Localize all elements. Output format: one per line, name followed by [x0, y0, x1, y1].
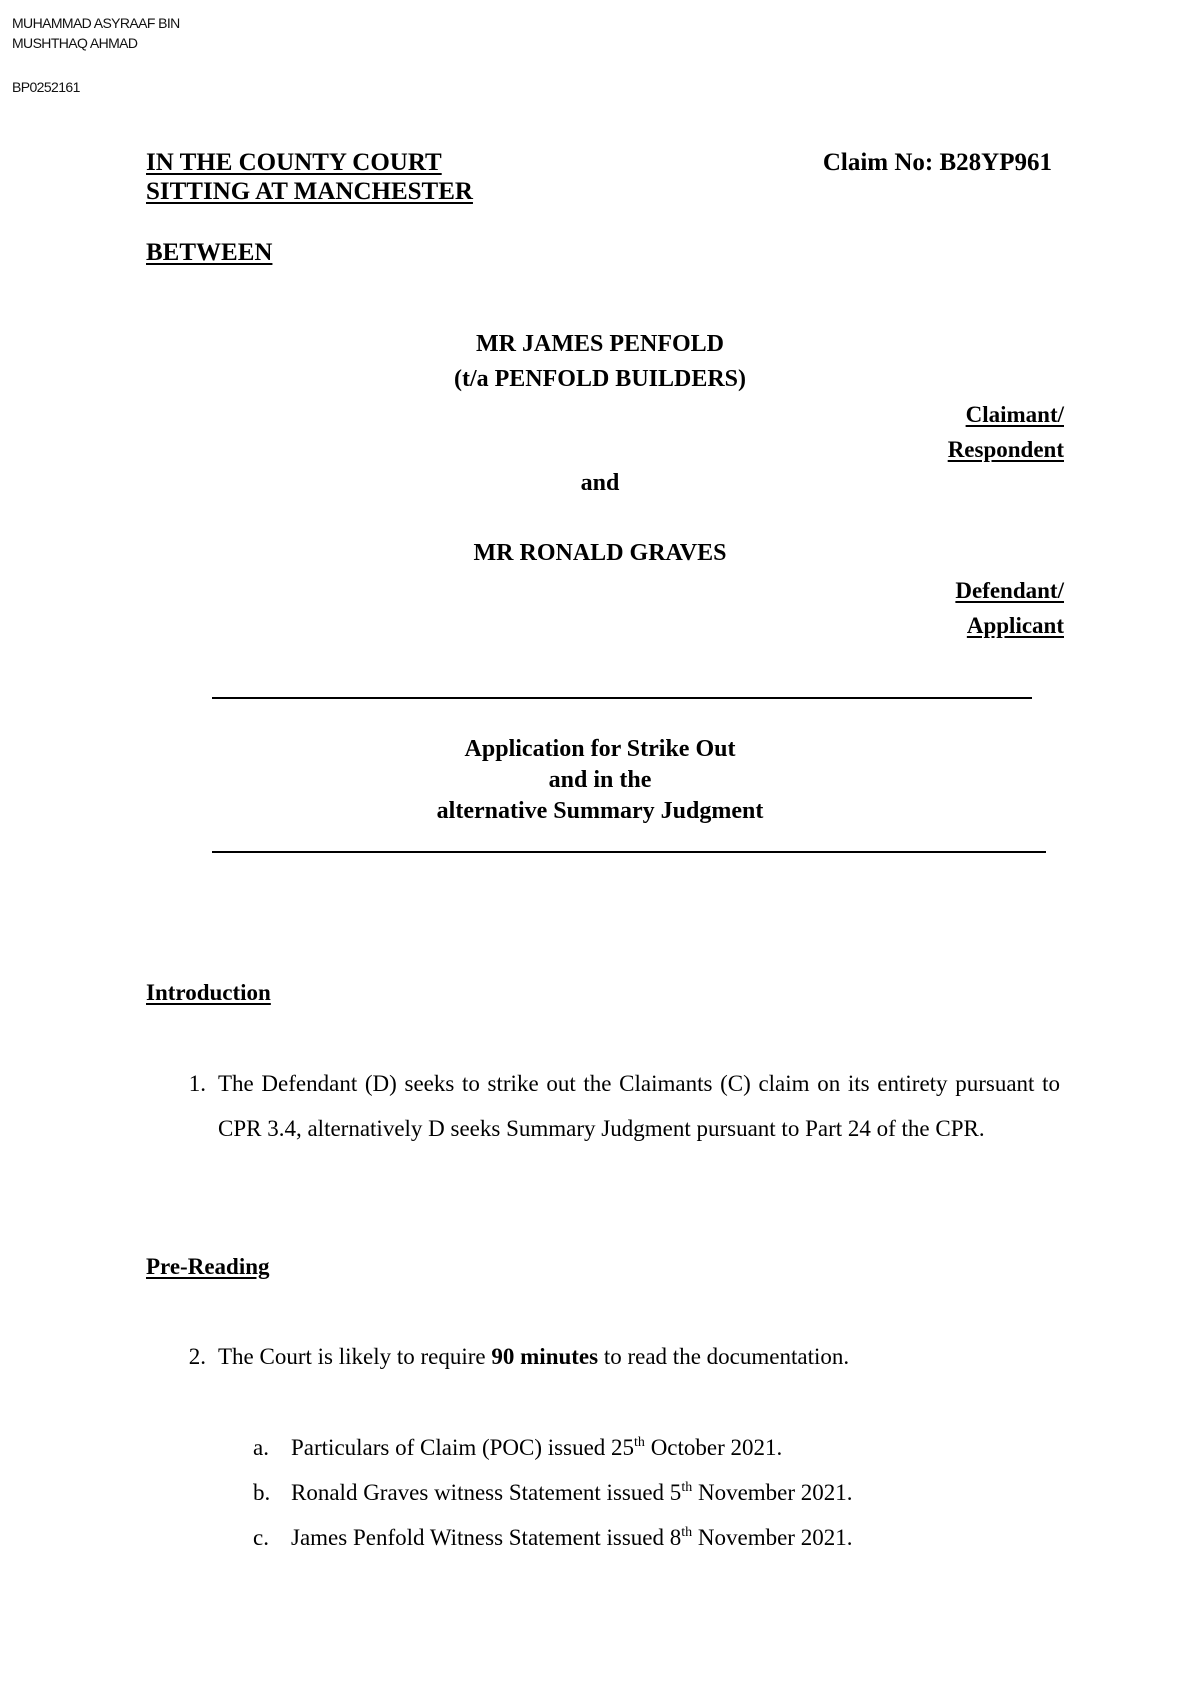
document-text: James Penfold Witness Statement issued 8: [291, 1525, 682, 1550]
paragraph-2-before: The Court is likely to require: [218, 1344, 492, 1369]
paragraph-1-text: The Defendant (D) seeks to strike out the Claimants (C) claim on its entirety pursuant to CPR 3.4, alternatively D seeks Summary Judgment pursuant to Part 24 of the CPR.: [218, 1071, 1060, 1141]
title-line1: Application for Strike Out: [464, 736, 736, 762]
between-label: BETWEEN: [146, 239, 273, 266]
paragraph-1-number: 1.: [188, 1071, 206, 1096]
document-sup: th: [681, 1525, 693, 1540]
paragraph-2-number: 2.: [188, 1344, 206, 1369]
document-text: Particulars of Claim (POC) issued 25: [291, 1435, 635, 1460]
document-sup: th: [681, 1480, 693, 1495]
claimant-name: MR JAMES PENFOLD: [476, 331, 724, 357]
pre-reading-heading: Pre-Reading: [146, 1254, 270, 1279]
document-letter: a.: [253, 1435, 269, 1460]
document-text: Ronald Graves witness Statement issued 5: [291, 1480, 682, 1505]
and-separator: and: [580, 470, 620, 496]
title-top-rule: [212, 697, 1032, 699]
document-text-end: October 2021.: [644, 1435, 783, 1460]
paragraph-2-text: [218, 1334, 1060, 1379]
claimant-role-line1: Claimant/: [965, 402, 1064, 427]
title-bottom-rule: [212, 851, 1046, 853]
author-name-line1: MUHAMMAD ASYRAAF BIN: [12, 15, 180, 31]
author-name: [12, 13, 180, 53]
defendant-role-line1: Defendant/: [955, 578, 1064, 603]
document-letter: c.: [253, 1525, 269, 1550]
document-text-end: November 2021.: [692, 1525, 853, 1550]
student-id: BP0252161: [12, 79, 80, 95]
document-item-a: [253, 1433, 782, 1463]
defendant-name: MR RONALD GRAVES: [473, 540, 727, 566]
claim-number: Claim No: B28YP961: [822, 149, 1052, 176]
court-line2: SITTING AT MANCHESTER: [146, 178, 473, 205]
paragraph-2-after: to read the documentation.: [598, 1344, 850, 1369]
document-letter: b.: [253, 1480, 271, 1505]
defendant-role-line2: Applicant: [966, 613, 1064, 638]
document-text-end: November 2021.: [692, 1480, 853, 1505]
author-name-line2: MUSHTHAQ AHMAD: [12, 35, 138, 51]
document-sup: th: [634, 1435, 645, 1450]
title-line2: and in the: [548, 767, 652, 793]
court-line1: IN THE COUNTY COURT: [146, 149, 442, 176]
document-item-b: [253, 1478, 853, 1508]
paragraph-2-bold: 90 minutes: [491, 1344, 599, 1369]
document-item-c: [253, 1523, 852, 1553]
claimant-role-line2: Respondent: [947, 437, 1064, 462]
claimant-trading-as: (t/a PENFOLD BUILDERS): [453, 366, 747, 392]
introduction-heading: Introduction: [146, 980, 271, 1005]
title-line3: alternative Summary Judgment: [436, 798, 764, 824]
